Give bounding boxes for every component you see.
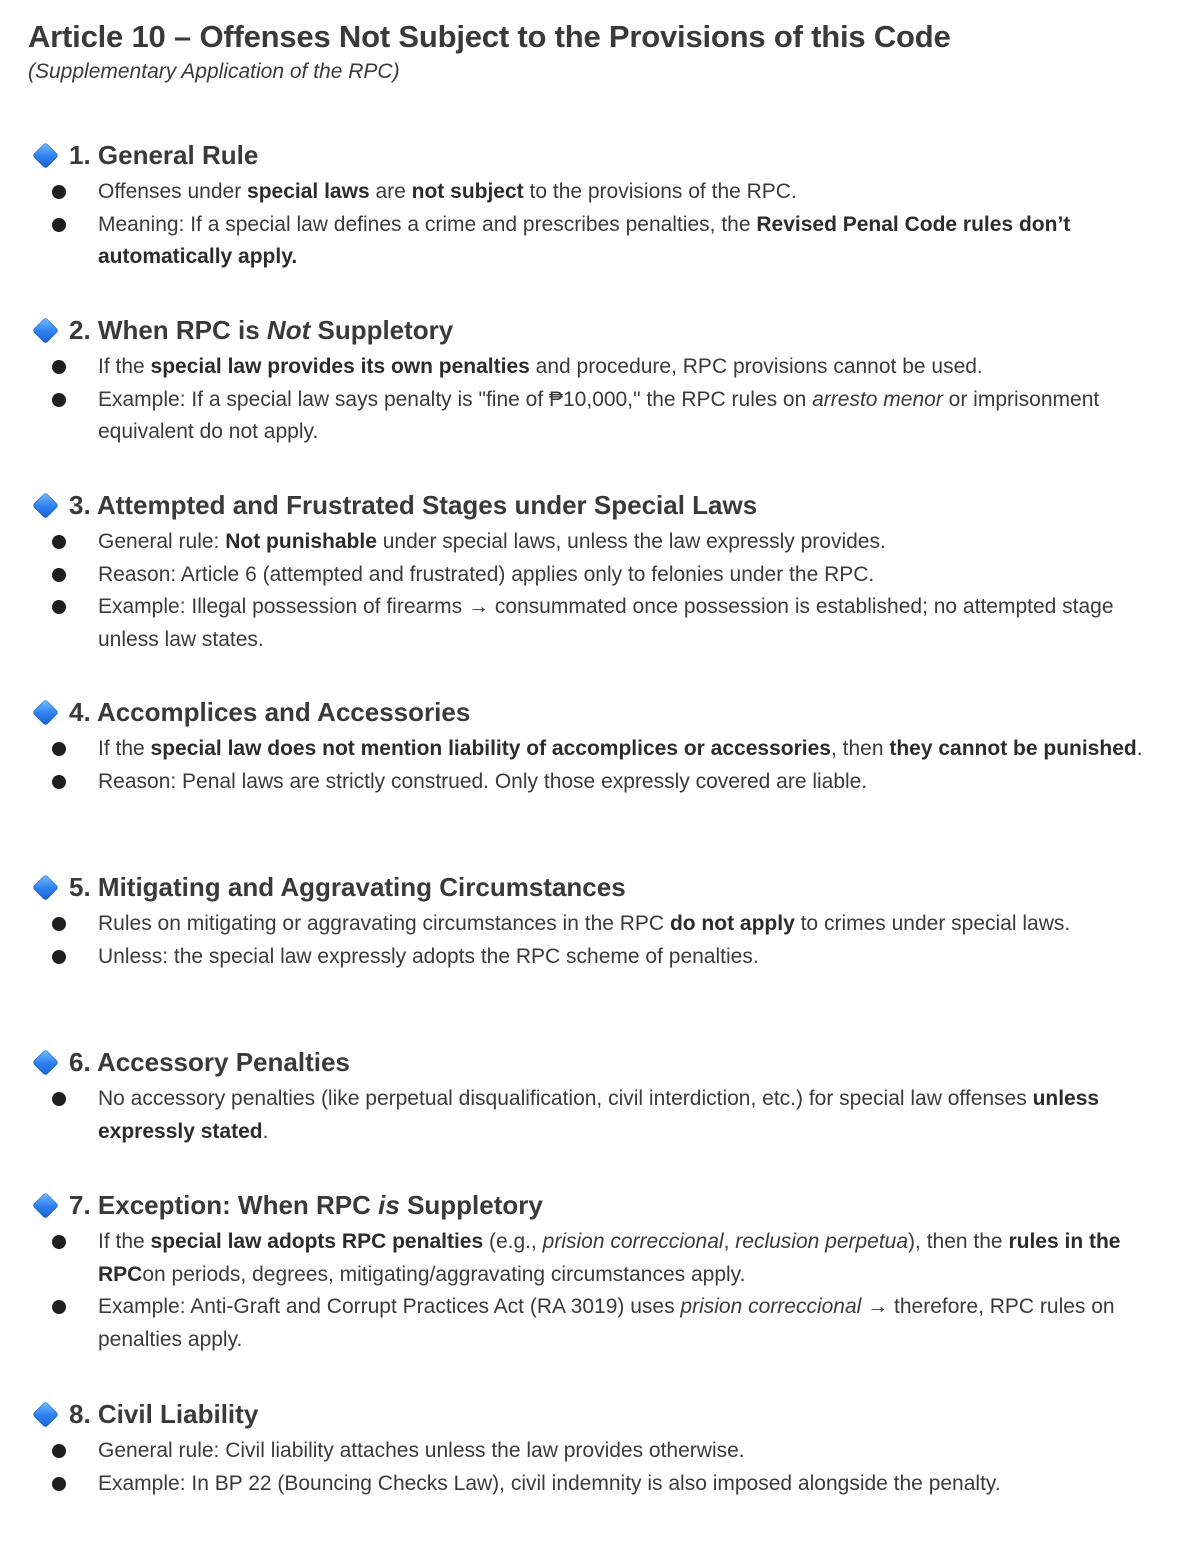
section-heading-text <box>69 490 757 521</box>
section-heading-text <box>69 1190 543 1221</box>
text-run: General rule: <box>98 530 226 553</box>
text-run: , <box>723 1230 736 1253</box>
bullet-list <box>32 176 1180 274</box>
bullet-dot-icon <box>52 1235 66 1249</box>
section-heading-pre: 4. Accomplices and Accessories <box>69 696 471 727</box>
bullet-dot-icon <box>52 360 66 374</box>
section-heading-text <box>69 872 626 903</box>
section-heading-pre: 3. Attempted and Frustrated Stages under Special Laws <box>69 489 758 520</box>
bullet-item <box>32 1226 1180 1291</box>
text-run: If the <box>98 737 151 760</box>
bullet-list <box>32 1435 1180 1500</box>
bullet-item <box>32 351 1180 384</box>
bullet-list <box>32 351 1180 449</box>
bold-text: they cannot be punished <box>889 737 1137 760</box>
bullet-list <box>32 1083 1180 1148</box>
bullet-dot-icon <box>52 185 66 199</box>
bullet-item <box>32 591 1180 656</box>
text-run: General rule: Civil liability attaches unless the law provides otherwise. <box>98 1439 745 1462</box>
bullet-item <box>32 1083 1180 1148</box>
bullet-dot-icon <box>52 950 66 964</box>
bullet-list <box>32 733 1180 798</box>
bullet-list <box>32 526 1180 656</box>
bold-text: not subject <box>411 180 524 203</box>
bullet-dot-icon <box>52 1300 66 1314</box>
section-heading-pre: 5. Mitigating and Aggravating Circumstances <box>69 871 626 902</box>
bullet-item <box>32 176 1180 209</box>
section-heading-pre: 8. Civil Liability <box>69 1398 259 1429</box>
section-heading-text <box>69 315 453 346</box>
section-heading <box>32 488 1180 522</box>
bullet-dot-icon <box>52 393 66 407</box>
section-5 <box>32 870 1180 973</box>
text-run: and procedure, RPC provisions cannot be used. <box>529 355 983 378</box>
section-heading-text <box>69 1047 350 1078</box>
section-3 <box>32 488 1180 656</box>
bold-text: unless expressly stated <box>98 1087 1100 1143</box>
text-run: . <box>1136 737 1143 760</box>
bullet-item <box>32 384 1180 449</box>
text-run: to crimes under special laws. <box>794 912 1071 935</box>
text-run: , then <box>830 737 890 760</box>
bullet-item <box>32 766 1180 799</box>
section-heading-text <box>69 697 470 728</box>
blue-diamond-icon <box>32 142 59 169</box>
bold-text: special law provides its own penalties <box>150 355 530 378</box>
text-run: ), then the <box>908 1230 1009 1253</box>
section-heading-post: Suppletory <box>399 1189 543 1220</box>
section-heading-text <box>69 1399 258 1430</box>
section-8 <box>32 1397 1180 1500</box>
bullet-dot-icon <box>52 917 66 931</box>
italic-text: reclusion perpetua <box>735 1230 909 1253</box>
text-run: Example: If a special law says penalty is "fine of ₱10,000," the RPC rules on <box>98 387 813 411</box>
bullet-item <box>32 1435 1180 1468</box>
section-heading-post: Suppletory <box>310 314 454 345</box>
bullet-dot-icon <box>52 1444 66 1458</box>
bold-text: do not apply <box>669 912 795 935</box>
section-heading-emphasis: Not <box>266 314 311 345</box>
section-2 <box>32 313 1180 449</box>
text-run: are <box>369 180 412 203</box>
text-run: → therefore, RPC rules on penalties apply. <box>98 1295 1115 1351</box>
text-run: . <box>262 1119 269 1143</box>
blue-diamond-icon <box>32 317 59 344</box>
bullet-item <box>32 559 1180 592</box>
text-run: If the <box>98 355 151 378</box>
text-run: Meaning: If a special law defines a crime and prescribes penalties, the <box>98 212 757 236</box>
section-heading <box>32 313 1180 347</box>
bold-text: rules in the RPC <box>98 1230 1121 1286</box>
bullet-item <box>32 1291 1180 1356</box>
text-run: No accessory penalties (like perpetual disqualification, civil interdiction, etc.) for special law offenses <box>98 1087 1033 1110</box>
section-heading-emphasis: is <box>378 1189 400 1220</box>
section-heading <box>32 1188 1180 1222</box>
italic-text: arresto menor <box>812 387 943 411</box>
section-heading <box>32 870 1180 904</box>
bullet-dot-icon <box>52 1477 66 1491</box>
section-heading <box>32 1397 1180 1431</box>
page-title: Article 10 – Offenses Not Subject to the Provisions of this Code <box>28 19 951 54</box>
section-1 <box>32 138 1180 274</box>
section-heading-text <box>69 140 258 171</box>
text-run: under special laws, unless the law expressly provides. <box>376 530 886 553</box>
section-heading-pre: 2. When RPC is <box>69 314 267 345</box>
bullet-dot-icon <box>52 775 66 789</box>
text-run: on periods, degrees, mitigating/aggravating circumstances apply. <box>142 1262 746 1286</box>
section-7 <box>32 1188 1180 1356</box>
bullet-dot-icon <box>52 1092 66 1106</box>
section-4 <box>32 695 1180 798</box>
bold-text: special laws <box>247 180 370 203</box>
bold-text: Revised Penal Code rules don’t automatically apply. <box>98 212 1071 268</box>
bullet-list <box>32 908 1180 973</box>
text-run: Unless: the special law expressly adopts the RPC scheme of penalties. <box>98 944 759 968</box>
text-run: to the provisions of the RPC. <box>523 180 797 203</box>
text-run: If the <box>98 1230 151 1253</box>
bullet-item <box>32 941 1180 974</box>
bullet-item <box>32 733 1180 766</box>
blue-diamond-icon <box>32 1401 59 1428</box>
section-heading-pre: 1. General Rule <box>69 139 259 170</box>
text-run: Example: Illegal possession of firearms → consummated once possession is established; no attempted stage unless law states. <box>98 595 1114 651</box>
bullet-item <box>32 1468 1180 1501</box>
bullet-dot-icon <box>52 218 66 232</box>
section-heading-pre: 6. Accessory Penalties <box>69 1046 350 1077</box>
text-run: (e.g., <box>483 1230 543 1253</box>
bullet-item <box>32 526 1180 559</box>
section-heading <box>32 138 1180 172</box>
section-6 <box>32 1045 1180 1148</box>
text-run: Reason: Article 6 (attempted and frustrated) applies only to felonies under the RPC. <box>98 562 875 586</box>
bullet-list <box>32 1226 1180 1356</box>
text-run: Rules on mitigating or aggravating circumstances in the RPC <box>98 912 670 935</box>
section-heading-pre: 7. Exception: When RPC <box>69 1189 379 1220</box>
blue-diamond-icon <box>32 1192 59 1219</box>
blue-diamond-icon <box>32 1049 59 1076</box>
section-heading <box>32 695 1180 729</box>
blue-diamond-icon <box>32 874 59 901</box>
blue-diamond-icon <box>32 699 59 726</box>
bold-text: special law adopts RPC penalties <box>150 1230 484 1253</box>
text-run: Offenses under <box>98 180 248 203</box>
text-run: or imprisonment equivalent do not apply. <box>98 387 1100 443</box>
bullet-dot-icon <box>52 742 66 756</box>
bold-text: special law does not mention liability of accomplices or accessories <box>150 737 831 760</box>
bullet-dot-icon <box>52 535 66 549</box>
italic-text: prision correccional <box>680 1295 862 1318</box>
bullet-dot-icon <box>52 600 66 614</box>
text-run: Example: In BP 22 (Bouncing Checks Law), civil indemnity is also imposed alongside the penalty. <box>98 1471 1001 1495</box>
page-subtitle: (Supplementary Application of the RPC) <box>28 60 400 83</box>
blue-diamond-icon <box>32 492 59 519</box>
bullet-dot-icon <box>52 568 66 582</box>
text-run: Example: Anti-Graft and Corrupt Practices Act (RA 3019) uses <box>98 1295 681 1318</box>
text-run: Reason: Penal laws are strictly construed. Only those expressly covered are liable. <box>98 769 868 793</box>
italic-text: prision correccional <box>542 1230 724 1253</box>
bullet-item <box>32 209 1180 274</box>
bullet-item <box>32 908 1180 941</box>
section-heading <box>32 1045 1180 1079</box>
bold-text: Not punishable <box>225 530 377 553</box>
